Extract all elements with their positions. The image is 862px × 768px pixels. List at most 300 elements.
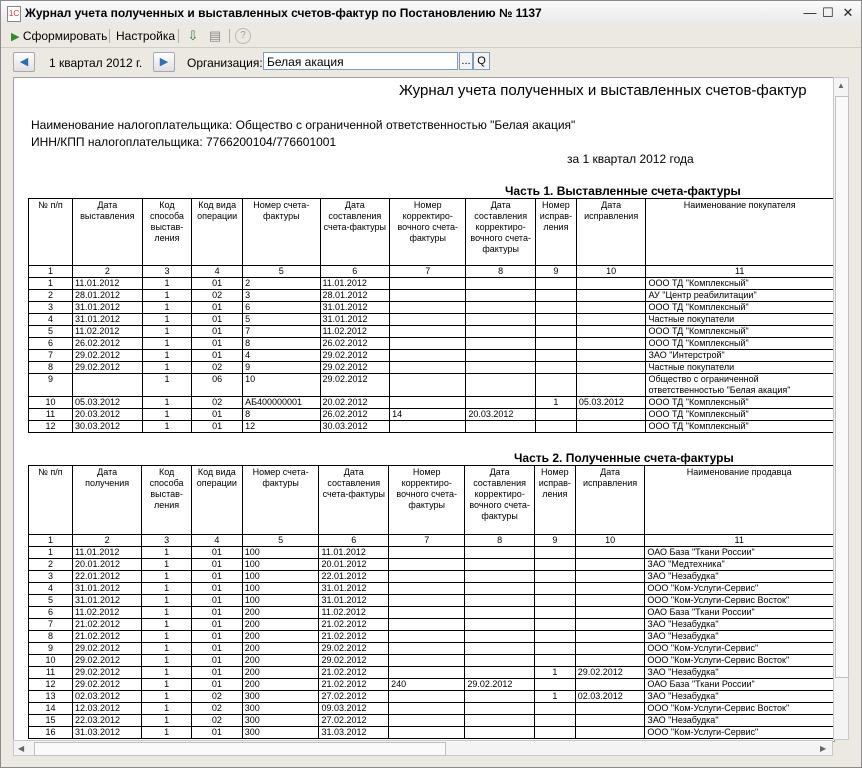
table-cell: ОАО База "Ткани России" [645,607,834,619]
table-cell: АУ "Центр реабилитации" [646,290,834,302]
table-cell: ООО ТД "Комплексный" [646,302,834,314]
table-cell: 26.02.2012 [320,409,390,421]
table-cell: 300 [242,715,319,727]
table-cell [534,703,575,715]
table-cell: 11 [29,667,73,679]
organization-input[interactable]: Белая акация [263,52,458,70]
table-cell [535,350,576,362]
table-cell: 21.02.2012 [319,631,389,643]
table-cell: 1 [142,338,192,350]
table-row[interactable] [29,409,834,421]
table-cell: 6 [243,302,320,314]
scroll-up-icon[interactable]: ▲ [837,81,845,90]
table-cell: 13 [29,691,73,703]
table-cell [466,314,536,326]
column-number: 2 [72,535,141,547]
table-row[interactable] [29,326,834,338]
table-cell: 100 [242,595,319,607]
table-cell: 02 [191,703,242,715]
table-cell: 29.02.2012 [320,350,390,362]
table-cell: 8 [243,409,320,421]
table-cell: 5 [29,326,73,338]
table-cell: 26.02.2012 [320,338,390,350]
part2-title: Часть 2. Полученные счета-фактуры [514,451,734,465]
table-row[interactable] [29,631,834,643]
table-cell [390,338,466,350]
table-cell: 02 [191,715,242,727]
table-cell [534,583,575,595]
table-cell [465,715,535,727]
column-header: Номер счета-фактуры [242,466,319,535]
horizontal-scrollbar[interactable] [13,740,833,756]
table-cell: ЗАО "Незабудка" [645,571,834,583]
table-cell [389,655,465,667]
table-row[interactable] [29,421,834,433]
report-title: Журнал учета полученных и выставленных счетов-фактур [399,82,807,99]
table-cell: 1 [534,691,575,703]
table-cell: 6 [29,607,73,619]
table-cell: 1 [142,715,192,727]
table-row[interactable] [29,338,834,350]
table-cell: 1 [142,703,192,715]
table-cell: 01 [192,350,243,362]
table-cell [465,571,535,583]
table-cell: ООО ТД "Комплексный" [646,421,834,433]
play-icon: ▶ [11,31,20,43]
table-row[interactable] [29,571,834,583]
table-cell [390,374,466,397]
table-cell: 11.02.2012 [73,326,143,338]
table-cell: 1 [142,679,192,691]
table-row[interactable] [29,619,834,631]
column-header: Наименование продавца [645,466,834,535]
table-cell: 29.02.2012 [73,350,143,362]
table-cell: 20.03.2012 [466,409,536,421]
column-header: Код вида операции [191,466,242,535]
table-cell: 1 [142,667,192,679]
table-cell: 1 [142,619,192,631]
table-cell: 01 [191,607,242,619]
table-cell [534,715,575,727]
table-cell: 200 [242,667,319,679]
table-cell: 31.01.2012 [73,314,143,326]
table-cell: 1 [142,314,192,326]
table-cell: 1 [142,397,192,409]
column-number: 3 [142,266,192,278]
table-cell [576,314,646,326]
table-cell: 100 [242,547,319,559]
table-cell [466,397,536,409]
table-cell [575,547,645,559]
table-cell [466,278,536,290]
table-cell [575,595,645,607]
table-cell: 31.01.2012 [319,595,389,607]
table-cell: 1 [142,583,192,595]
part2-table [28,465,834,739]
table-cell: 21.02.2012 [319,619,389,631]
table-row[interactable] [29,643,834,655]
table-cell [466,338,536,350]
table-cell [465,559,535,571]
table-cell: 01 [192,314,243,326]
table-cell: 29.02.2012 [320,374,390,397]
table-cell: 8 [29,362,73,374]
table-cell [534,643,575,655]
column-number: 9 [535,266,576,278]
table-cell [576,338,646,350]
column-header: Номер счета-фактуры [243,199,320,266]
column-header: Номер исправ-ления [535,199,576,266]
column-number: 4 [191,535,242,547]
period-label: 1 квартал 2012 г. [49,56,143,70]
table-row[interactable] [29,302,834,314]
table-row[interactable] [29,691,834,703]
table-cell: 01 [191,619,242,631]
table-cell [390,421,466,433]
table-cell [575,703,645,715]
table-cell [390,314,466,326]
table-cell: 8 [243,338,320,350]
column-number: 8 [465,535,535,547]
table-cell [465,667,535,679]
horizontal-scroll-thumb[interactable] [34,742,446,756]
minimize-button[interactable]: — [803,5,817,20]
table-cell [466,421,536,433]
table-cell: 31.01.2012 [320,314,390,326]
table-cell: 2 [29,290,73,302]
table-cell [73,374,143,397]
table-cell: 200 [242,607,319,619]
table-cell: 01 [192,326,243,338]
table-cell [389,571,465,583]
table-cell [534,727,575,739]
table-cell [575,607,645,619]
prev-period-button[interactable] [13,52,35,72]
settings-button[interactable]: Настройка [116,29,176,43]
table-cell: ООО "Ком-Услуги-Сервис" [645,643,834,655]
table-cell [535,278,576,290]
table-cell [389,559,465,571]
table-cell: ЗАО "Медтехника" [645,559,834,571]
table-cell [465,583,535,595]
table-cell [465,631,535,643]
column-number: 2 [73,266,143,278]
table-cell: 20.03.2012 [73,409,143,421]
table-cell [575,583,645,595]
vertical-scroll-thumb[interactable] [835,96,849,678]
print-icon[interactable]: ▤ [208,28,222,43]
export-icon[interactable]: ⇩ [187,28,199,43]
help-icon[interactable]: ? [235,28,251,44]
table-row[interactable] [29,715,834,727]
table-cell [576,421,646,433]
table-cell: Частные покупатели [646,362,834,374]
table-cell [466,302,536,314]
table-cell: 29.02.2012 [319,643,389,655]
table-row[interactable] [29,583,834,595]
column-number: 11 [645,535,834,547]
filter-bar [1,48,861,76]
table-cell: 01 [191,559,242,571]
generate-button[interactable] [11,27,107,45]
table-cell: 01 [192,338,243,350]
column-number: 7 [389,535,465,547]
table-cell: 12 [243,421,320,433]
table-cell [465,655,535,667]
table-cell: 12 [29,421,73,433]
table-cell [576,290,646,302]
table-row[interactable] [29,374,834,397]
table-cell: 06 [192,374,243,397]
table-cell: ЗАО "Незабудка" [645,667,834,679]
table-cell: 01 [191,547,242,559]
table-cell: 31.01.2012 [73,302,143,314]
table-cell [465,619,535,631]
toolbar-separator [178,29,179,43]
table-cell: 300 [242,703,319,715]
table-cell [535,326,576,338]
table-cell: 1 [142,278,192,290]
table-cell [389,703,465,715]
table-cell [389,595,465,607]
table-cell: 100 [242,571,319,583]
table-cell: 29.02.2012 [465,679,535,691]
table-cell: ООО "Ком-Услуги-Сервис Восток" [645,703,834,715]
table-cell: ЗАО "Незабудка" [645,619,834,631]
table-cell [535,362,576,374]
table-cell: 1 [142,290,192,302]
table-cell: 05.03.2012 [73,397,143,409]
table-cell [576,374,646,397]
column-number: 7 [390,266,466,278]
table-cell: 01 [191,655,242,667]
table-cell: 10 [243,374,320,397]
table-row[interactable] [29,607,834,619]
table-cell: 1 [142,409,192,421]
table-cell: 02 [191,691,242,703]
table-cell [534,619,575,631]
table-cell: 1 [534,667,575,679]
table-cell: 31.01.2012 [320,302,390,314]
table-row[interactable] [29,595,834,607]
table-cell: 1 [142,691,192,703]
table-cell: 1 [142,727,192,739]
organization-label: Организация: [187,56,263,70]
report-document[interactable] [13,77,835,742]
table-cell: 1 [142,362,192,374]
column-number: 10 [576,266,646,278]
table-cell: 05.03.2012 [576,397,646,409]
table-cell: 01 [191,667,242,679]
table-cell: 7 [29,619,73,631]
table-cell: 1 [142,421,192,433]
column-header: № п/п [29,466,73,535]
table-cell: 02 [192,290,243,302]
table-cell: 02.03.2012 [72,691,141,703]
column-number: 6 [320,266,390,278]
table-cell [575,643,645,655]
table-cell: 11 [29,409,73,421]
table-cell: 27.02.2012 [319,715,389,727]
table-cell: 1 [142,571,192,583]
table-cell: 9 [29,643,73,655]
table-cell: 11.02.2012 [320,326,390,338]
table-cell [534,571,575,583]
report-period: за 1 квартал 2012 года [567,152,694,166]
scroll-left-icon[interactable]: ◀ [18,744,25,753]
table-cell: 30.03.2012 [320,421,390,433]
table-cell [389,583,465,595]
close-button[interactable]: ✕ [842,5,854,20]
table-cell: 21.02.2012 [319,667,389,679]
table-cell [576,350,646,362]
table-cell [390,302,466,314]
maximize-button[interactable]: ☐ [822,5,834,20]
table-cell: 29.02.2012 [72,667,141,679]
vertical-scrollbar[interactable] [833,77,849,740]
table-cell: 300 [242,691,319,703]
table-cell [389,691,465,703]
table-cell: 11.02.2012 [319,607,389,619]
part1-table [28,198,834,433]
table-cell [389,619,465,631]
table-cell: 11.01.2012 [72,547,141,559]
column-header: Номер исправ-ления [534,466,575,535]
arrow-right-icon: ▶ [159,56,169,68]
table-cell: 200 [242,679,319,691]
table-cell [466,362,536,374]
column-header: Код способа выстав-ления [142,199,192,266]
table-row[interactable] [29,655,834,667]
table-cell: 01 [191,595,242,607]
table-cell [534,655,575,667]
table-cell: 30.03.2012 [73,421,143,433]
table-cell [576,409,646,421]
table-cell: 7 [243,326,320,338]
table-cell [534,547,575,559]
table-row[interactable] [29,290,834,302]
table-cell: 4 [29,583,73,595]
table-cell: 01 [191,679,242,691]
search-icon[interactable]: Q [473,52,490,70]
table-row[interactable] [29,314,834,326]
table-cell [535,421,576,433]
column-header: Дата составления корректиро-вочного счета-фактуры [466,199,536,266]
table-cell: 10 [29,655,73,667]
table-cell: 29.02.2012 [72,679,141,691]
table-cell: 11.01.2012 [320,278,390,290]
table-cell: ЗАО "Незабудка" [645,715,834,727]
part1-title: Часть 1. Выставленные счета-фактуры [505,184,741,198]
table-cell [534,595,575,607]
table-cell [389,727,465,739]
table-cell [575,619,645,631]
table-cell: 31.01.2012 [72,583,141,595]
table-cell: 01 [192,409,243,421]
column-header: Дата выставления [73,199,143,266]
table-cell: 4 [243,350,320,362]
table-cell [465,607,535,619]
table-cell [466,290,536,302]
table-row[interactable] [29,278,834,290]
toolbar-separator [109,29,110,43]
table-cell: 28.01.2012 [73,290,143,302]
table-row[interactable] [29,547,834,559]
table-cell: 22.03.2012 [72,715,141,727]
table-cell [535,409,576,421]
table-cell: 3 [243,290,320,302]
scroll-right-icon[interactable]: ▶ [820,744,827,753]
table-cell: ЗАО "Незабудка" [645,631,834,643]
toolbar-separator [229,29,230,43]
table-cell: 100 [242,559,319,571]
table-cell [390,362,466,374]
table-row[interactable] [29,350,834,362]
table-cell: 200 [242,643,319,655]
table-cell: 31.01.2012 [319,583,389,595]
column-number: 9 [534,535,575,547]
table-cell: 01 [192,278,243,290]
table-cell: ЗАО "Интерстрой" [646,350,834,362]
table-cell: 4 [29,314,73,326]
table-cell [390,350,466,362]
table-cell: 21.02.2012 [72,631,141,643]
column-number: 5 [243,266,320,278]
table-cell: 02 [192,397,243,409]
table-row[interactable] [29,667,834,679]
table-row[interactable] [29,559,834,571]
table-cell: 16 [29,727,73,739]
arrow-left-icon: ◀ [19,56,29,68]
table-cell: 14 [390,409,466,421]
table-cell: 1 [142,655,192,667]
table-row[interactable] [29,362,834,374]
table-cell: 5 [243,314,320,326]
table-cell: 09.03.2012 [319,703,389,715]
table-cell: 1 [29,278,73,290]
table-row[interactable] [29,397,834,409]
column-header: Номер корректиро-вочного счета-фактуры [390,199,466,266]
title-bar[interactable] [1,1,861,26]
table-row[interactable] [29,703,834,715]
column-number: 1 [29,266,73,278]
table-cell: ООО "Ком-Услуги-Сервис Восток" [645,655,834,667]
table-cell [575,631,645,643]
table-cell [389,643,465,655]
column-number: 8 [466,266,536,278]
table-cell [389,667,465,679]
column-number: 3 [142,535,192,547]
table-cell [535,338,576,350]
next-period-button[interactable] [153,52,175,72]
table-cell: 02 [192,362,243,374]
table-row[interactable] [29,679,834,691]
organization-select-button[interactable]: ... [459,52,473,70]
table-cell: Общество с ограниченной ответственностью "Белая акация" [646,374,834,397]
table-cell: ООО ТД "Комплексный" [646,409,834,421]
table-cell: 200 [242,631,319,643]
table-cell: 7 [29,350,73,362]
table-cell [465,595,535,607]
table-cell: 31.03.2012 [319,727,389,739]
table-cell [534,607,575,619]
table-cell [575,727,645,739]
table-cell [389,547,465,559]
table-row[interactable] [29,727,834,739]
column-header: Дата получения [72,466,141,535]
table-cell: ООО "Ком-Услуги-Сервис Восток" [645,595,834,607]
column-header: Наименование покупателя [646,199,834,266]
